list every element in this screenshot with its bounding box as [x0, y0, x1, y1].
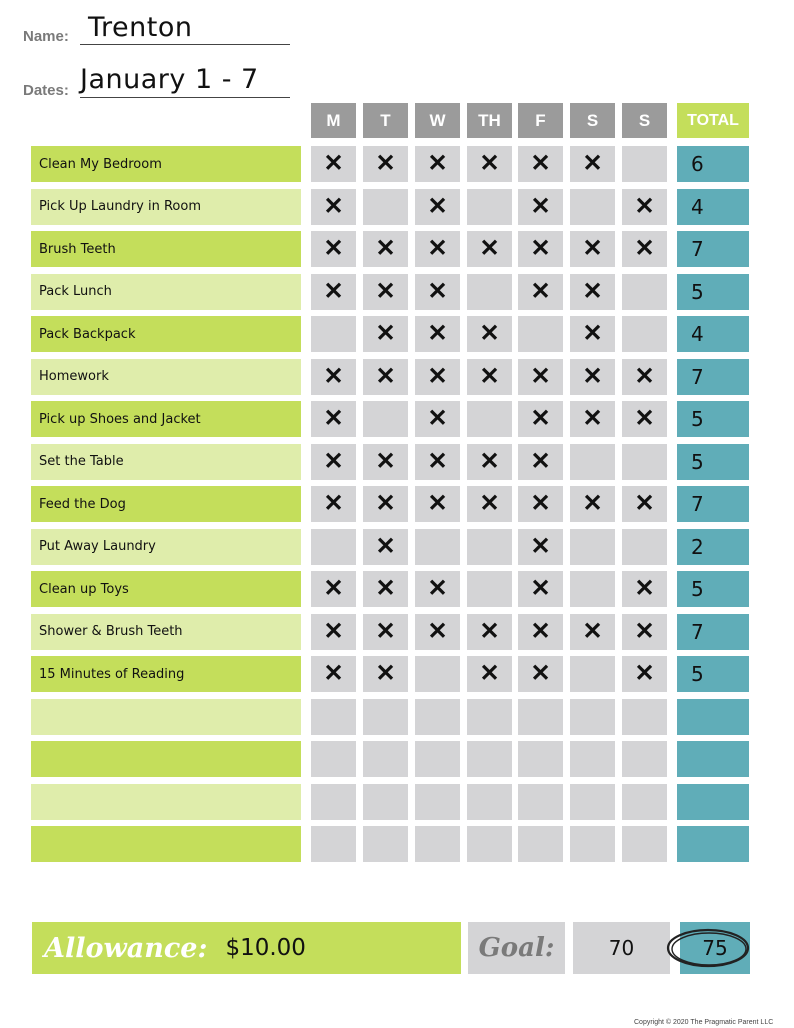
day-cell-mon[interactable]: [311, 529, 356, 565]
chore-total[interactable]: 7: [677, 486, 749, 522]
day-cell-mon[interactable]: [311, 614, 356, 650]
day-cell-tue[interactable]: [363, 146, 408, 182]
x-mark-icon: ✕: [427, 575, 448, 602]
total-header: TOTAL: [677, 103, 749, 138]
x-mark-icon: ✕: [427, 320, 448, 347]
x-mark-icon: ✕: [634, 235, 655, 262]
day-cell-sun[interactable]: [622, 529, 667, 565]
x-mark-icon: ✕: [427, 405, 448, 432]
x-mark-icon: ✕: [530, 447, 551, 475]
day-cell-sun[interactable]: [622, 741, 667, 777]
chore-total[interactable]: 2: [677, 529, 749, 565]
day-cell-sun[interactable]: [622, 656, 667, 692]
day-cell-sat[interactable]: [570, 359, 615, 395]
chore-label[interactable]: Clean up Toys: [31, 571, 301, 607]
chore-total[interactable]: 4: [677, 316, 749, 352]
day-cell-thu[interactable]: [467, 571, 512, 607]
chore-label[interactable]: Pack Backpack: [31, 316, 301, 352]
chore-label[interactable]: [31, 784, 301, 820]
day-cell-thu[interactable]: [467, 614, 512, 650]
day-cell-thu[interactable]: [467, 146, 512, 182]
x-mark-icon: ✕: [427, 150, 448, 177]
x-mark-icon: ✕: [427, 490, 448, 517]
hand-drawn-circle-icon: [664, 926, 752, 970]
chore-label[interactable]: Shower & Brush Teeth: [31, 614, 301, 650]
day-cell-sun[interactable]: [622, 614, 667, 650]
day-cell-tue[interactable]: [363, 699, 408, 735]
day-cell-mon[interactable]: [311, 146, 356, 182]
x-mark-icon: ✕: [427, 277, 448, 305]
day-cell-mon[interactable]: [311, 699, 356, 735]
day-cell-mon[interactable]: [311, 741, 356, 777]
day-cell-fri[interactable]: [518, 316, 563, 352]
day-cell-tue[interactable]: [363, 571, 408, 607]
day-cell-sun[interactable]: [622, 486, 667, 522]
chore-total[interactable]: 5: [677, 274, 749, 310]
x-mark-icon: ✕: [427, 192, 448, 220]
chore-total[interactable]: 4: [677, 189, 749, 225]
actual-total[interactable]: 75: [680, 922, 750, 974]
x-mark-icon: ✕: [634, 192, 655, 220]
day-cell-sun[interactable]: [622, 316, 667, 352]
day-cell-thu[interactable]: [467, 274, 512, 310]
day-cell-mon[interactable]: [311, 316, 356, 352]
x-mark-icon: ✕: [582, 277, 603, 305]
name-label: Name:: [23, 28, 69, 45]
x-mark-icon: ✕: [582, 617, 603, 645]
day-cell-mon[interactable]: [311, 571, 356, 607]
x-mark-icon: ✕: [582, 490, 603, 517]
day-header-sun: S: [622, 103, 667, 138]
x-mark-icon: ✕: [582, 150, 603, 177]
day-cell-wed[interactable]: [415, 614, 460, 650]
day-cell-sat[interactable]: [570, 444, 615, 480]
chore-total[interactable]: 7: [677, 231, 749, 267]
chore-total[interactable]: 5: [677, 444, 749, 480]
day-header-wed: W: [415, 103, 460, 138]
x-mark-icon: ✕: [634, 575, 655, 602]
day-cell-mon[interactable]: [311, 359, 356, 395]
x-mark-icon: ✕: [479, 490, 500, 517]
day-cell-mon[interactable]: [311, 826, 356, 862]
day-cell-sun[interactable]: [622, 274, 667, 310]
day-cell-fri[interactable]: [518, 359, 563, 395]
day-cell-fri[interactable]: [518, 614, 563, 650]
x-mark-icon: ✕: [530, 405, 551, 432]
day-cell-fri[interactable]: [518, 656, 563, 692]
x-mark-icon: ✕: [479, 447, 500, 475]
x-mark-icon: ✕: [375, 532, 396, 560]
name-value[interactable]: Trenton: [88, 12, 193, 43]
day-cell-sun[interactable]: [622, 699, 667, 735]
day-cell-thu[interactable]: [467, 826, 512, 862]
x-mark-icon: ✕: [582, 362, 603, 390]
day-cell-sun[interactable]: [622, 401, 667, 437]
x-mark-icon: ✕: [375, 575, 396, 602]
x-mark-icon: ✕: [479, 235, 500, 262]
day-cell-wed[interactable]: [415, 401, 460, 437]
dates-label: Dates:: [23, 82, 69, 99]
x-mark-icon: ✕: [323, 150, 344, 177]
day-cell-sat[interactable]: [570, 614, 615, 650]
day-cell-wed[interactable]: [415, 274, 460, 310]
chore-total[interactable]: 5: [677, 656, 749, 692]
x-mark-icon: ✕: [479, 660, 500, 687]
day-cell-thu[interactable]: [467, 189, 512, 225]
day-cell-sat[interactable]: [570, 146, 615, 182]
day-cell-tue[interactable]: [363, 274, 408, 310]
x-mark-icon: ✕: [375, 235, 396, 262]
day-cell-thu[interactable]: [467, 401, 512, 437]
day-cell-mon[interactable]: [311, 784, 356, 820]
x-mark-icon: ✕: [479, 320, 500, 347]
chore-label[interactable]: [31, 741, 301, 777]
chore-total[interactable]: 5: [677, 401, 749, 437]
day-cell-sat[interactable]: [570, 529, 615, 565]
chore-total[interactable]: 6: [677, 146, 749, 182]
day-cell-tue[interactable]: [363, 741, 408, 777]
allowance-label: Allowance:: [44, 932, 208, 964]
x-mark-icon: ✕: [375, 320, 396, 347]
day-cell-sun[interactable]: [622, 784, 667, 820]
day-header-tue: T: [363, 103, 408, 138]
chore-label[interactable]: Pack Lunch: [31, 274, 301, 310]
x-mark-icon: ✕: [427, 447, 448, 475]
day-cell-sun[interactable]: [622, 359, 667, 395]
day-cell-fri[interactable]: [518, 401, 563, 437]
day-cell-wed[interactable]: [415, 826, 460, 862]
day-cell-sun[interactable]: [622, 189, 667, 225]
chore-label[interactable]: Brush Teeth: [31, 231, 301, 267]
day-cell-thu[interactable]: [467, 231, 512, 267]
chore-label[interactable]: [31, 826, 301, 862]
day-cell-sat[interactable]: [570, 741, 615, 777]
x-mark-icon: ✕: [582, 405, 603, 432]
x-mark-icon: ✕: [375, 362, 396, 390]
day-cell-sat[interactable]: [570, 231, 615, 267]
allowance-value[interactable]: $10.00: [225, 935, 306, 961]
day-cell-fri[interactable]: [518, 231, 563, 267]
x-mark-icon: ✕: [634, 617, 655, 645]
dates-underline: [80, 97, 290, 98]
chore-label[interactable]: Pick Up Laundry in Room: [31, 189, 301, 225]
day-cell-thu[interactable]: [467, 486, 512, 522]
x-mark-icon: ✕: [427, 235, 448, 262]
day-cell-thu[interactable]: [467, 316, 512, 352]
day-cell-wed[interactable]: [415, 699, 460, 735]
chore-label[interactable]: Put Away Laundry: [31, 529, 301, 565]
day-cell-mon[interactable]: [311, 444, 356, 480]
day-cell-thu[interactable]: [467, 529, 512, 565]
day-cell-fri[interactable]: [518, 571, 563, 607]
x-mark-icon: ✕: [530, 660, 551, 687]
x-mark-icon: ✕: [323, 235, 344, 262]
day-cell-tue[interactable]: [363, 359, 408, 395]
x-mark-icon: ✕: [479, 362, 500, 390]
chore-total[interactable]: [677, 699, 749, 735]
day-cell-wed[interactable]: [415, 189, 460, 225]
x-mark-icon: ✕: [323, 575, 344, 602]
day-cell-wed[interactable]: [415, 784, 460, 820]
day-cell-tue[interactable]: [363, 444, 408, 480]
day-cell-fri[interactable]: [518, 741, 563, 777]
x-mark-icon: ✕: [530, 235, 551, 262]
x-mark-icon: ✕: [323, 192, 344, 220]
x-mark-icon: ✕: [323, 447, 344, 475]
x-mark-icon: ✕: [375, 447, 396, 475]
day-cell-sat[interactable]: [570, 486, 615, 522]
day-cell-mon[interactable]: [311, 274, 356, 310]
x-mark-icon: ✕: [634, 405, 655, 432]
day-cell-fri[interactable]: [518, 529, 563, 565]
day-cell-sat[interactable]: [570, 274, 615, 310]
day-cell-wed[interactable]: [415, 486, 460, 522]
day-cell-sat[interactable]: [570, 826, 615, 862]
day-cell-sun[interactable]: [622, 444, 667, 480]
day-cell-wed[interactable]: [415, 656, 460, 692]
goal-value[interactable]: 70: [573, 922, 670, 974]
day-cell-thu[interactable]: [467, 656, 512, 692]
day-cell-tue[interactable]: [363, 784, 408, 820]
chore-total[interactable]: 5: [677, 571, 749, 607]
day-cell-tue[interactable]: [363, 189, 408, 225]
goal-box: [468, 922, 565, 974]
x-mark-icon: ✕: [582, 235, 603, 262]
day-cell-thu[interactable]: [467, 359, 512, 395]
x-mark-icon: ✕: [375, 490, 396, 517]
x-mark-icon: ✕: [323, 617, 344, 645]
x-mark-icon: ✕: [427, 617, 448, 645]
dates-value[interactable]: January 1 - 7: [80, 64, 259, 95]
day-cell-wed[interactable]: [415, 444, 460, 480]
day-cell-sun[interactable]: [622, 826, 667, 862]
day-header-thu: TH: [467, 103, 512, 138]
x-mark-icon: ✕: [479, 150, 500, 177]
day-cell-wed[interactable]: [415, 359, 460, 395]
x-mark-icon: ✕: [634, 490, 655, 517]
x-mark-icon: ✕: [530, 617, 551, 645]
day-cell-wed[interactable]: [415, 231, 460, 267]
day-cell-sat[interactable]: [570, 699, 615, 735]
day-cell-tue[interactable]: [363, 401, 408, 437]
chore-total[interactable]: [677, 784, 749, 820]
day-cell-sun[interactable]: [622, 146, 667, 182]
day-cell-tue[interactable]: [363, 614, 408, 650]
day-cell-tue[interactable]: [363, 486, 408, 522]
day-cell-wed[interactable]: [415, 146, 460, 182]
x-mark-icon: ✕: [323, 405, 344, 432]
x-mark-icon: ✕: [634, 362, 655, 390]
chore-label[interactable]: Feed the Dog: [31, 486, 301, 522]
allowance-bar: [32, 922, 461, 974]
day-cell-fri[interactable]: [518, 699, 563, 735]
day-cell-sat[interactable]: [570, 189, 615, 225]
x-mark-icon: ✕: [530, 362, 551, 390]
x-mark-icon: ✕: [375, 277, 396, 305]
day-header-sat: S: [570, 103, 615, 138]
day-header-fri: F: [518, 103, 563, 138]
day-cell-thu[interactable]: [467, 699, 512, 735]
day-cell-sat[interactable]: [570, 571, 615, 607]
x-mark-icon: ✕: [479, 617, 500, 645]
day-cell-fri[interactable]: [518, 784, 563, 820]
x-mark-icon: ✕: [530, 192, 551, 220]
day-cell-sat[interactable]: [570, 656, 615, 692]
day-cell-tue[interactable]: [363, 316, 408, 352]
day-header-mon: M: [311, 103, 356, 138]
x-mark-icon: ✕: [530, 575, 551, 602]
x-mark-icon: ✕: [375, 660, 396, 687]
x-mark-icon: ✕: [530, 532, 551, 560]
day-cell-thu[interactable]: [467, 784, 512, 820]
day-cell-tue[interactable]: [363, 529, 408, 565]
goal-label: Goal:: [478, 933, 555, 963]
day-cell-fri[interactable]: [518, 444, 563, 480]
day-cell-thu[interactable]: [467, 444, 512, 480]
day-cell-wed[interactable]: [415, 316, 460, 352]
day-cell-sun[interactable]: [622, 231, 667, 267]
chore-label[interactable]: Clean My Bedroom: [31, 146, 301, 182]
chore-label[interactable]: Set the Table: [31, 444, 301, 480]
x-mark-icon: ✕: [427, 362, 448, 390]
day-cell-sat[interactable]: [570, 401, 615, 437]
x-mark-icon: ✕: [323, 362, 344, 390]
x-mark-icon: ✕: [375, 617, 396, 645]
day-cell-wed[interactable]: [415, 741, 460, 777]
day-cell-mon[interactable]: [311, 401, 356, 437]
day-cell-sat[interactable]: [570, 784, 615, 820]
name-underline: [80, 44, 290, 45]
day-cell-mon[interactable]: [311, 231, 356, 267]
day-cell-wed[interactable]: [415, 571, 460, 607]
day-cell-fri[interactable]: [518, 826, 563, 862]
day-cell-sun[interactable]: [622, 571, 667, 607]
day-cell-wed[interactable]: [415, 529, 460, 565]
x-mark-icon: ✕: [323, 660, 344, 687]
chore-label[interactable]: Homework: [31, 359, 301, 395]
x-mark-icon: ✕: [323, 277, 344, 305]
day-cell-tue[interactable]: [363, 826, 408, 862]
chore-total[interactable]: [677, 741, 749, 777]
day-cell-tue[interactable]: [363, 231, 408, 267]
chore-label[interactable]: Pick up Shoes and Jacket: [31, 401, 301, 437]
day-cell-mon[interactable]: [311, 189, 356, 225]
copyright-text: Copyright © 2020 The Pragmatic Parent LLC: [634, 1019, 774, 1026]
x-mark-icon: ✕: [530, 490, 551, 517]
x-mark-icon: ✕: [323, 490, 344, 517]
x-mark-icon: ✕: [530, 277, 551, 305]
day-cell-sat[interactable]: [570, 316, 615, 352]
day-cell-fri[interactable]: [518, 274, 563, 310]
chore-label[interactable]: [31, 699, 301, 735]
x-mark-icon: ✕: [375, 150, 396, 177]
chore-total[interactable]: [677, 826, 749, 862]
x-mark-icon: ✕: [530, 150, 551, 177]
chore-label[interactable]: 15 Minutes of Reading: [31, 656, 301, 692]
chore-total[interactable]: 7: [677, 359, 749, 395]
chore-total[interactable]: 7: [677, 614, 749, 650]
x-mark-icon: ✕: [582, 320, 603, 347]
day-cell-thu[interactable]: [467, 741, 512, 777]
day-cell-tue[interactable]: [363, 656, 408, 692]
day-cell-fri[interactable]: [518, 189, 563, 225]
day-cell-mon[interactable]: [311, 486, 356, 522]
day-cell-mon[interactable]: [311, 656, 356, 692]
day-cell-fri[interactable]: [518, 486, 563, 522]
x-mark-icon: ✕: [634, 660, 655, 687]
day-cell-fri[interactable]: [518, 146, 563, 182]
